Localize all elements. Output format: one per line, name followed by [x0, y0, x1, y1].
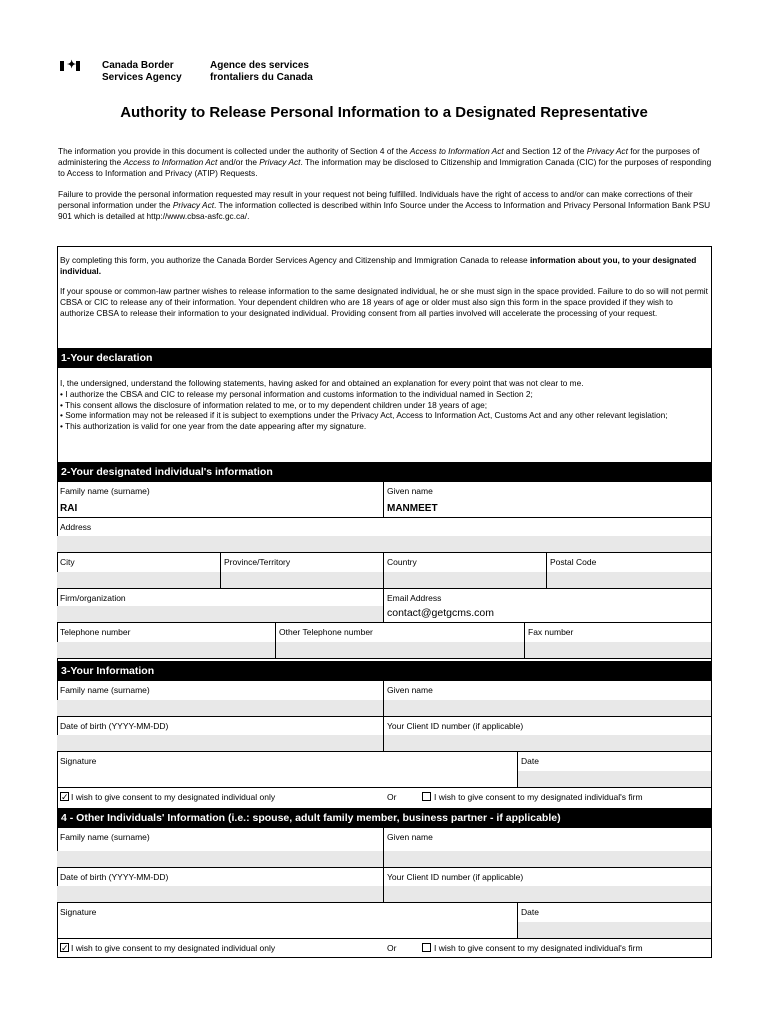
your-dob-field[interactable]: [57, 717, 384, 752]
designated-other-telephone-field[interactable]: [276, 623, 525, 659]
field-label: Firm/organization: [60, 593, 126, 603]
consent-firm-label: I wish to give consent to my designated individual's firm: [434, 943, 643, 953]
intro-act: Privacy Act: [259, 156, 301, 167]
field-label: Date of birth (YYYY-MM-DD): [60, 872, 169, 882]
intro-text: and/or the: [217, 156, 260, 167]
consent-individual-label: I wish to give consent to my designated individual only: [71, 943, 276, 953]
agency-fr-line2: frontaliers du Canada: [210, 72, 313, 83]
intro-text: . The information collected is described within Info Source under the Access to Information and Privacy Personal Information Bank PSU 901 which is detailed at http://www.cbsa-asfc.gc.ca/.: [58, 199, 711, 221]
field-label: Province/Territory: [224, 557, 291, 567]
designated-postal-code-field[interactable]: [547, 553, 712, 589]
other-dob-field[interactable]: [57, 868, 384, 903]
other-family-name-field[interactable]: [57, 828, 384, 868]
section-3-consent-row: [57, 788, 712, 808]
your-family-name-field[interactable]: [57, 681, 384, 717]
designated-family-name-field[interactable]: [57, 482, 384, 518]
consent-individual-checkbox[interactable]: ✓: [61, 943, 69, 953]
your-client-id-field[interactable]: [384, 717, 712, 752]
section-4-heading: 4 - Other Individuals' Information (i.e.: spouse, adult family member, business partner - if applicable): [57, 808, 712, 828]
designated-given-name-field[interactable]: [384, 482, 712, 518]
intro-text: and Section 12 of the: [503, 146, 587, 156]
consent-paragraph: [60, 255, 708, 277]
field-label: Family name (surname): [60, 486, 150, 496]
designated-email-field[interactable]: [384, 589, 712, 623]
agency-name-en: [102, 60, 182, 84]
intro-text: Failure to provide the personal information requested may result in your request not being fulfilled. Individuals have the right of access to and/or can make corrections of their personal information under the: [58, 189, 693, 210]
intro-act: Access to Information Act: [123, 156, 218, 167]
agency-en-line2: Services Agency: [102, 72, 182, 83]
your-date-field[interactable]: [518, 752, 712, 788]
field-label: Signature: [60, 907, 97, 917]
field-label: Other Telephone number: [279, 627, 373, 637]
intro-act: Privacy Act: [172, 199, 215, 210]
field-label: Fax number: [528, 627, 574, 637]
designated-fax-field[interactable]: [525, 623, 712, 659]
designated-address-field[interactable]: [57, 518, 712, 553]
field-label: Date: [521, 756, 539, 766]
other-client-id-field[interactable]: [384, 868, 712, 903]
canada-flag-icon: ✦: [60, 60, 82, 72]
field-value: RAI: [60, 503, 78, 514]
section-1-heading: 1-Your declaration: [57, 348, 712, 368]
declaration-text: [60, 378, 708, 432]
consent-bold-text: information about you, to your designated individual.: [60, 255, 697, 276]
consent-firm-checkbox[interactable]: [422, 943, 431, 952]
field-label: Given name: [387, 832, 433, 842]
designated-firm-field[interactable]: [57, 589, 384, 623]
field-label: Country: [387, 557, 417, 567]
access-rights-paragraph: [58, 189, 713, 221]
field-label: City: [60, 557, 75, 567]
section-4-consent-row: [57, 939, 712, 959]
field-label: Your Client ID number (if applicable): [387, 721, 524, 731]
designated-province-field[interactable]: [221, 553, 384, 589]
consent-individual-label: I wish to give consent to my designated individual only: [71, 792, 276, 802]
form-title: Authority to Release Personal Information to a Designated Representative: [120, 104, 648, 121]
consent-firm-checkbox[interactable]: [422, 792, 431, 801]
declaration-bullet: • This consent allows the disclosure of information related to me, or to my dependent children under 18 years of age;: [60, 399, 488, 410]
field-label: Your Client ID number (if applicable): [387, 872, 524, 882]
spouse-consent-paragraph: If your spouse or common-law partner wishes to release information to the same designated individual, he or she must sign in the space provided. Failure to do so will not permit CBSA or CIC to release any of their information. Your dependent children who are 18 years of age or older must also sign this form in the space provided if they wish to authorize CBSA to release their information to your designated individual. Providing consent from all parties involved will accelerate the processing of your request.: [60, 286, 708, 318]
declaration-bullet: • This authorization is valid for one year from the date appearing after my signature.: [60, 421, 367, 432]
privacy-notice-paragraph: [58, 146, 713, 178]
declaration-bullet: • Some information may not be released if it is subject to exemptions under the Privacy Act, Access to Information Act, Customs Act and any other relevant legislation;: [60, 410, 668, 421]
agency-en-line1: Canada Border: [102, 60, 174, 71]
field-label: Signature: [60, 756, 97, 766]
field-value: contact@getgcms.com: [387, 607, 494, 619]
field-label: Postal Code: [550, 557, 597, 567]
intro-text: The information you provide in this document is collected under the authority of Section 4 of the: [58, 146, 410, 156]
section-3-heading: 3-Your Information: [57, 661, 712, 681]
designated-telephone-field[interactable]: [57, 623, 276, 659]
agency-fr-line1: Agence des services: [210, 60, 309, 71]
other-signature-field[interactable]: [57, 903, 518, 939]
intro-act: Access to Information Act: [409, 146, 504, 156]
consent-firm-label: I wish to give consent to my designated individual's firm: [434, 792, 643, 802]
field-label: Given name: [387, 685, 433, 695]
other-date-field[interactable]: [518, 903, 712, 939]
other-given-name-field[interactable]: [384, 828, 712, 868]
field-value: MANMEET: [387, 503, 438, 514]
consent-text: By completing this form, you authorize the Canada Border Services Agency and Citizenship and Immigration Canada to release: [60, 255, 530, 265]
intro-text: . The information may be disclosed to Citizenship and Immigration Canada (CIC) for the purposes of responding to Access to Information and Privacy (ATIP) Requests.: [58, 156, 712, 178]
field-label: Date of birth (YYYY-MM-DD): [60, 721, 169, 731]
or-label: Or: [387, 943, 397, 953]
your-signature-field[interactable]: [57, 752, 518, 788]
field-label: Address: [60, 522, 92, 532]
your-given-name-field[interactable]: [384, 681, 712, 717]
intro-act: Privacy Act: [586, 146, 628, 156]
field-label: Given name: [387, 486, 433, 496]
section-2-heading: 2-Your designated individual's information: [57, 462, 712, 482]
field-label: Date: [521, 907, 539, 917]
field-label: Telephone number: [60, 627, 131, 637]
designated-city-field[interactable]: [57, 553, 221, 589]
field-label: Family name (surname): [60, 685, 150, 695]
or-label: Or: [387, 792, 397, 802]
consent-individual-checkbox[interactable]: ✓: [61, 792, 69, 802]
declaration-bullet: • I authorize the CBSA and CIC to release my personal information and customs information to the individual named in Section 2;: [60, 388, 533, 399]
field-label: Family name (surname): [60, 832, 150, 842]
declaration-intro: I, the undersigned, understand the following statements, having asked for and obtained an explanation for every point that was not clear to me.: [60, 378, 584, 388]
intro-text: for the purposes of administering the: [58, 146, 700, 167]
agency-name-fr: [210, 60, 313, 84]
designated-country-field[interactable]: [384, 553, 547, 589]
field-label: Email Address: [387, 593, 442, 603]
